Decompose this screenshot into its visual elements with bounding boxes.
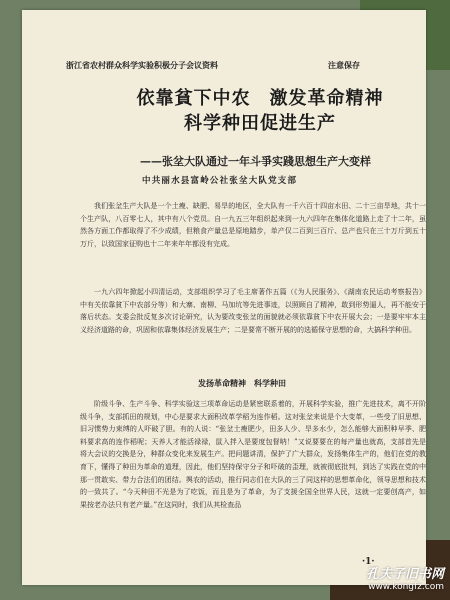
document-header-source: 浙江省农村群众科学实验积极分子会议资料 [66,60,218,70]
paragraph-2: 一九六四年掀起小四清运动，支部组织学习了毛主席著作五篇（《为人民服务》、《湖南农民运动考察报告》中有关依靠貧下中农部分等）和大寨、南柳、马加坑等先进事迹，以照顾自了精神，敢到形势逼人，再不能安于落后状态。支委会批反复多次讨论研究，认为要改变张坌的面貌就必须依靠貧下中农开展大会；一是要牢牢本主义经济道路的命，巩固和依靠集体经济发展生产；二是要常不断开展的的选循保守思想的命，大搞科学种田。 [80,288,426,334]
watermark-name: 孔夫子旧书网 [365,567,444,582]
title-line-1: 依靠貧下中农 激发革命精神 [136,88,384,109]
document-byline: 中共丽水县富岭公社张坌大队党支部 [142,176,298,186]
document-header-notice: 注意保存 [328,60,360,70]
document-subtitle: ——张坌大队通过一年斗爭实踐思想生产大变样 [140,155,371,168]
watermark-url: www.kongfz.com [368,582,444,592]
site-watermark [366,563,444,592]
document-title [102,86,418,136]
paragraph-3: 阶级斗争、生产斗争、科学实验这三项革命运动是紧密联系着的，开展科学实验，推广先进技术，离不开阶级斗争，支部抓田的规划，中心是要求大面积改革学稻为连作稻。这对张坌来说是个大变革，一些受了旧思想、旧习惯势力束缚的人吓破了胆。有的人说：“张坌土瘦肥少，田多人少、旱多水少，怎么能够大面积种早季、肥料要求高的连作稻呢；天养人才能活禄禄，鼠入拌入是要度包督呐！”又说要要在的每产量也就高，支部首先是将大会议的交换是分，种群众变化来发展生产。把问题讲清，保护了广大群众，发扬集体生产的，他们在党的教育下，懂得了种田为革命的道理，因此，他们坚持保守分子和吓破的歪理，就被彻底批判，到达了实践在党的中那一贯敢实、带力合法们的团结。舆农的活动，推行同志们在大队的三了同这样的思想革命化，领导思想和技术的一致共了。“今天种田不光是为了吃饭，而且是为了革命，为了支援全国全世界人民，这就一定要创高产，如果按老办法只有老产量。”在这同时，我们从其检查品 [80,400,426,509]
paragraph-1: 我们张坌生产大队是一个土瘦、缺肥、易旱的地区，全大队有一千六百十四亩水田、二十三亩旱地，共十一个生产队，八百零七人，其中有八个党员。自一九五三年组织起来到一九六四年在集体化道路上走了十二年，虽然各方面工作都取得了不少成绩，但粮食产量总是原地踏步，单产仅二百到三百斤、总产也只在三十万斤到五十万斤，以致国家征购也十二年来年年都没有完成。 [80,202,426,248]
document-page [22,10,426,585]
page-number: ·1· [362,557,375,567]
title-line-2: 科学种田促进生产 [184,113,336,135]
section-heading: 发扬革命精神 科学种田 [198,378,286,388]
